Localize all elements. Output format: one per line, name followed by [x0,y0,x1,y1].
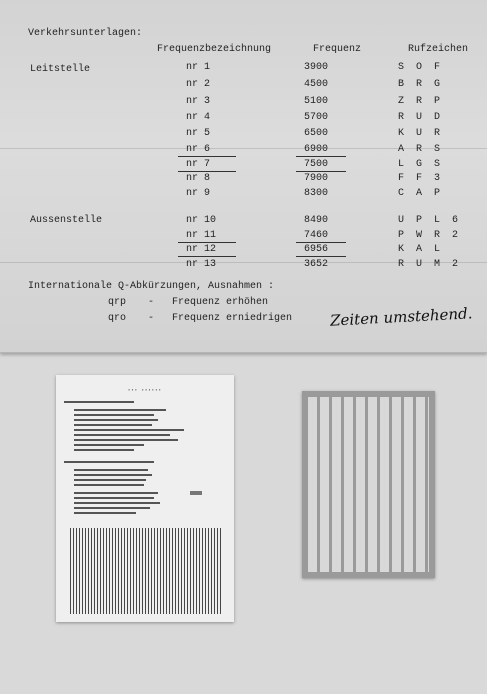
row-freq: 6900 [304,144,329,155]
row-callsign: A R S [398,144,444,155]
row-callsign: Z R P [398,96,444,107]
sheet-heading: Verkehrsunterlagen: [28,28,143,39]
q-codes-heading: Internationale Q-Abkürzungen, Ausnahmen : [28,281,275,292]
doc-text-line [74,484,144,486]
row-callsign: S O F [398,62,444,73]
col-header-callsign: Rufzeichen [408,44,469,55]
row-nr: nr 11 [186,230,217,241]
row-callsign: R U D [398,112,444,123]
doc-text-line [74,424,152,426]
row-callsign: R U M 2 [398,259,462,270]
group-label-aussenstelle: Aussenstelle [30,215,103,226]
q-code: qrp [108,297,127,308]
col-header-designation: Frequenzbezeichnung [157,44,272,55]
row-freq: 5700 [304,112,329,123]
doc-text-line [74,492,158,494]
doc-text-line [64,401,134,403]
row-freq: 3652 [304,259,329,270]
row-nr: nr 13 [186,259,217,270]
underline [296,242,346,243]
row-nr: nr 4 [186,112,211,123]
row-freq: 4500 [304,79,329,90]
row-freq: 5100 [304,96,329,107]
row-callsign: P W R 2 [398,230,462,241]
row-freq: 8490 [304,215,329,226]
code-instruction-document [56,375,234,622]
doc-text-line [74,419,158,421]
doc-text-line [74,434,170,436]
row-freq: 7900 [304,173,329,184]
row-freq: 7500 [304,159,329,170]
q-code-dash: - [148,297,155,308]
doc-text-line [74,507,150,509]
row-freq: 6956 [304,244,329,255]
underline [296,156,346,157]
row-callsign: L G S [398,159,444,170]
q-code-meaning: Frequenz erniedrigen [172,313,293,324]
q-code-dash: - [148,313,155,324]
row-freq: 3900 [304,62,329,73]
row-nr: nr 12 [186,244,217,255]
doc-text-line [74,474,152,476]
row-callsign: U P L 6 [398,215,462,226]
row-callsign: B R G [398,79,444,90]
underline [178,156,236,157]
doc-text-line [74,439,178,441]
doc-text-line [74,469,148,471]
underline [296,256,346,257]
row-nr: nr 2 [186,79,211,90]
doc-text-line [74,429,184,431]
doc-text-line [74,479,146,481]
underline [178,256,236,257]
row-nr: nr 9 [186,188,211,199]
doc-text-line [74,512,136,514]
group-label-leitstelle: Leitstelle [30,64,91,75]
col-header-frequency: Frequenz [313,44,362,55]
row-freq: 7460 [304,230,329,241]
row-callsign: F F 3 [398,173,444,184]
doc-text-line [74,449,134,451]
code-table-card [302,391,435,578]
doc-code-grid-texture [70,528,222,614]
doc-text-line [74,502,160,504]
underline [178,242,236,243]
row-freq: 8300 [304,188,329,199]
doc-text-line [74,444,144,446]
row-nr: nr 6 [186,144,211,155]
q-code: qro [108,313,127,324]
underline [296,171,346,172]
doc-text-line [74,409,166,411]
row-freq: 6500 [304,128,329,139]
doc-text-line [74,497,154,499]
doc-title-texture: ▪▪▪ ▪▪▪▪▪▪ [127,389,162,393]
underline [178,171,236,172]
code-table-texture [308,397,429,572]
row-nr: nr 1 [186,62,211,73]
doc-text-line [64,461,154,463]
q-code-meaning: Frequenz erhöhen [172,297,269,308]
row-nr: nr 8 [186,173,211,184]
doc-mark [190,491,202,495]
row-callsign: K A L [398,244,444,255]
row-nr: nr 5 [186,128,211,139]
row-nr: nr 3 [186,96,211,107]
doc-text-line [74,414,154,416]
row-callsign: C A P [398,188,444,199]
row-nr: nr 10 [186,215,217,226]
row-callsign: K U R [398,128,444,139]
handwritten-note: Zeiten umstehend. [329,304,473,330]
row-nr: nr 7 [186,159,211,170]
